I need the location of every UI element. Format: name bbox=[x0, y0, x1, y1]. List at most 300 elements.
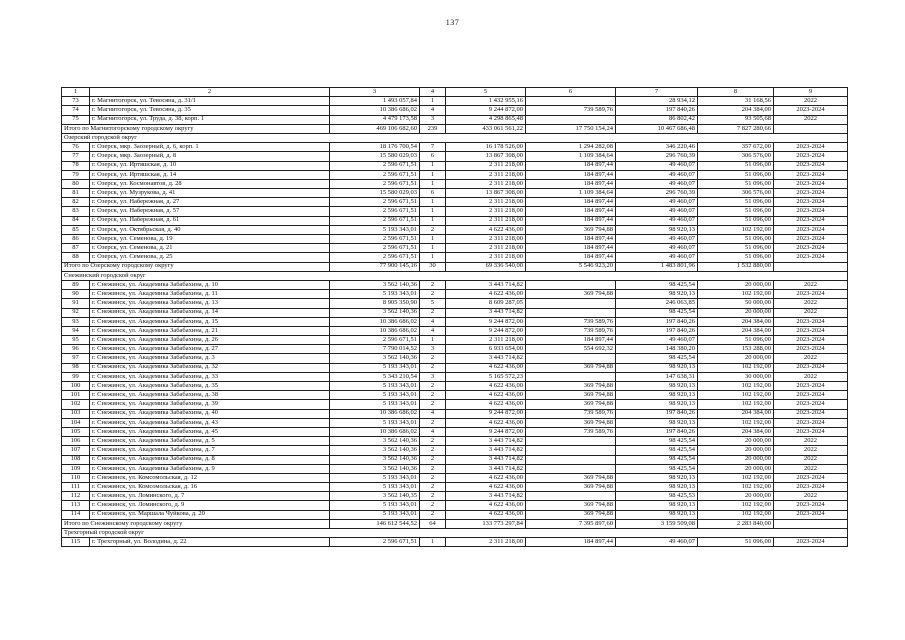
table-cell: 2 596 671,51 bbox=[330, 244, 420, 253]
table-cell: 369 794,88 bbox=[526, 225, 616, 234]
district-total-row bbox=[62, 262, 848, 271]
table-row bbox=[62, 308, 848, 317]
table-cell: 306 576,00 bbox=[698, 152, 774, 161]
table-cell: 5 193 343,01 bbox=[330, 418, 420, 427]
table-cell: 2023-2024 bbox=[774, 345, 848, 354]
table-cell: 2023-2024 bbox=[774, 400, 848, 409]
table-cell: 6 933 654,00 bbox=[446, 345, 526, 354]
table-cell: 49 460,07 bbox=[616, 179, 698, 188]
table-cell: 2 596 671,51 bbox=[330, 161, 420, 170]
table-cell: 2 bbox=[420, 510, 446, 519]
table-cell: 2 bbox=[420, 473, 446, 482]
table-cell: 469 106 682,60 bbox=[330, 124, 420, 133]
table-cell: 2 596 671,51 bbox=[330, 170, 420, 179]
table-cell: 2 311 218,00 bbox=[446, 244, 526, 253]
table-cell: 102 192,00 bbox=[698, 382, 774, 391]
table-cell: 10 386 686,02 bbox=[330, 427, 420, 436]
table-cell: 102 192,00 bbox=[698, 225, 774, 234]
table-cell: 184 897,44 bbox=[526, 179, 616, 188]
table-row bbox=[62, 198, 848, 207]
table-cell: 296 760,39 bbox=[616, 189, 698, 198]
table-cell: г. Трехгорный, ул. Володина, д. 22 bbox=[90, 538, 330, 547]
table-cell: 1 532 880,00 bbox=[698, 262, 774, 271]
table-cell: 2 311 218,00 bbox=[446, 336, 526, 345]
table-cell: 2022 bbox=[774, 446, 848, 455]
table-cell: 93 505,68 bbox=[698, 115, 774, 124]
table-cell: 98 425,53 bbox=[616, 492, 698, 501]
table-cell: 2023-2024 bbox=[774, 170, 848, 179]
table-cell: 75 bbox=[62, 115, 90, 124]
table-cell: 369 794,88 bbox=[526, 400, 616, 409]
column-number-cell: 2 bbox=[90, 88, 330, 97]
table-cell: 10 386 686,02 bbox=[330, 409, 420, 418]
table-cell: 51 096,00 bbox=[698, 207, 774, 216]
table-cell: 110 bbox=[62, 473, 90, 482]
table-cell: 2 596 671,51 bbox=[330, 198, 420, 207]
table-cell: 369 794,88 bbox=[526, 363, 616, 372]
table-cell: 3 159 509,08 bbox=[616, 519, 698, 528]
table-cell: 184 897,44 bbox=[526, 207, 616, 216]
district-title-row bbox=[62, 133, 848, 142]
table-row bbox=[62, 336, 848, 345]
table-cell: 1 493 057,84 bbox=[330, 97, 420, 106]
table-cell: 9 244 872,00 bbox=[446, 409, 526, 418]
table-cell: 114 bbox=[62, 510, 90, 519]
table-cell: 69 336 540,00 bbox=[446, 262, 526, 271]
table-cell: 51 096,00 bbox=[698, 179, 774, 188]
table-cell: 2023-2024 bbox=[774, 409, 848, 418]
table-cell: 1 bbox=[420, 207, 446, 216]
table-cell: 100 bbox=[62, 382, 90, 391]
table-cell: 3 443 714,82 bbox=[446, 308, 526, 317]
column-number-cell: 4 bbox=[420, 88, 446, 97]
table-cell: 2022 bbox=[774, 464, 848, 473]
table-cell: 184 897,44 bbox=[526, 161, 616, 170]
table-cell bbox=[526, 115, 616, 124]
table-cell: г. Снежинск, ул. Академика Забабахина, д. 10 bbox=[90, 280, 330, 289]
table-cell: 2022 bbox=[774, 280, 848, 289]
table-cell: 2023-2024 bbox=[774, 143, 848, 152]
table-cell: г. Снежинск, ул. Академика Забабахина, д. 45 bbox=[90, 427, 330, 436]
table-cell: 2 bbox=[420, 418, 446, 427]
table-cell: 4 622 436,00 bbox=[446, 363, 526, 372]
table-cell: 2022 bbox=[774, 372, 848, 381]
table-cell: 102 192,00 bbox=[698, 418, 774, 427]
table-cell: 2 596 671,51 bbox=[330, 235, 420, 244]
table-row bbox=[62, 483, 848, 492]
table-cell: 346 220,46 bbox=[616, 143, 698, 152]
table-cell: г. Озерск, ул. Музрукова, д. 41 bbox=[90, 189, 330, 198]
table-cell: 49 460,07 bbox=[616, 538, 698, 547]
table-cell: 2022 bbox=[774, 299, 848, 308]
table-cell bbox=[526, 308, 616, 317]
table-cell: 3 562 140,36 bbox=[330, 464, 420, 473]
table-cell: 4 622 436,00 bbox=[446, 510, 526, 519]
table-cell: 3 562 140,36 bbox=[330, 280, 420, 289]
table-cell: 5 193 343,01 bbox=[330, 501, 420, 510]
table-cell: 98 920,13 bbox=[616, 501, 698, 510]
table-row bbox=[62, 317, 848, 326]
table-cell: 4 bbox=[420, 106, 446, 115]
table-row bbox=[62, 253, 848, 262]
table-cell: 1 bbox=[420, 97, 446, 106]
table-cell: 17 750 154,24 bbox=[526, 124, 616, 133]
table-cell bbox=[774, 519, 848, 528]
table-cell: 4 622 436,00 bbox=[446, 400, 526, 409]
table-cell: 3 443 714,82 bbox=[446, 280, 526, 289]
table-cell: 3 443 714,82 bbox=[446, 455, 526, 464]
table-cell: г. Снежинск, ул. Академика Забабахина, д. 32 bbox=[90, 363, 330, 372]
table-cell: 133 773 297,84 bbox=[446, 519, 526, 528]
table-cell: 2023-2024 bbox=[774, 427, 848, 436]
table-cell: 1 bbox=[420, 179, 446, 188]
table-cell: 4 622 436,00 bbox=[446, 391, 526, 400]
table-cell: г. Снежинск, ул. Академика Забабахина, д. 5 bbox=[90, 437, 330, 446]
table-cell: 98 920,13 bbox=[616, 225, 698, 234]
table-cell: 3 562 140,36 bbox=[330, 437, 420, 446]
table-cell: 10 467 686,48 bbox=[616, 124, 698, 133]
table-cell: 3 bbox=[420, 115, 446, 124]
table-cell: 1 bbox=[420, 336, 446, 345]
table-cell: 5 193 343,01 bbox=[330, 473, 420, 482]
table-row bbox=[62, 207, 848, 216]
table-cell: 102 192,00 bbox=[698, 483, 774, 492]
table-cell: 51 096,00 bbox=[698, 170, 774, 179]
table-cell: 30 000,00 bbox=[698, 372, 774, 381]
table-cell: 49 460,07 bbox=[616, 170, 698, 179]
table-cell: 5 193 343,01 bbox=[330, 225, 420, 234]
table-cell: 49 460,07 bbox=[616, 198, 698, 207]
table-cell: г. Снежинск, ул. Академика Забабахина, д. 26 bbox=[90, 336, 330, 345]
table-cell: 13 867 308,00 bbox=[446, 189, 526, 198]
table-cell: 1 bbox=[420, 170, 446, 179]
table-cell: г. Озерск, ул. Семенова, д. 19 bbox=[90, 235, 330, 244]
table-cell: 2 bbox=[420, 464, 446, 473]
table-cell: 4 298 865,48 bbox=[446, 115, 526, 124]
table-cell: 184 897,44 bbox=[526, 216, 616, 225]
table-cell: г. Озерск, ул. Набережная, д. 27 bbox=[90, 198, 330, 207]
table-cell: 197 840,26 bbox=[616, 106, 698, 115]
table-cell: 91 bbox=[62, 299, 90, 308]
table-cell: 98 920,13 bbox=[616, 391, 698, 400]
table-cell: 98 920,13 bbox=[616, 290, 698, 299]
table-cell: 51 096,00 bbox=[698, 336, 774, 345]
table-cell: 20 000,00 bbox=[698, 492, 774, 501]
table-cell: г. Снежинск, ул. Академика Забабахина, д. 40 bbox=[90, 409, 330, 418]
table-cell: 3 bbox=[420, 372, 446, 381]
table-cell: 3 443 714,82 bbox=[446, 446, 526, 455]
table-cell: 184 897,44 bbox=[526, 170, 616, 179]
table-cell: 102 bbox=[62, 400, 90, 409]
table-cell: 2022 bbox=[774, 308, 848, 317]
table-cell: 2023-2024 bbox=[774, 198, 848, 207]
table-cell: 2 311 218,00 bbox=[446, 253, 526, 262]
table-cell: 15 580 029,03 bbox=[330, 152, 420, 161]
table-cell: 1 bbox=[420, 235, 446, 244]
table-cell: г. Озерск, ул. Октябрьская, д. 40 bbox=[90, 225, 330, 234]
table-cell: 1 294 282,08 bbox=[526, 143, 616, 152]
table-cell: 81 bbox=[62, 189, 90, 198]
table-cell: 2 bbox=[420, 363, 446, 372]
table-cell: г. Снежинск, ул. Академика Забабахина, д. 21 bbox=[90, 326, 330, 335]
table-cell: 4 622 436,00 bbox=[446, 225, 526, 234]
table-cell: 2023-2024 bbox=[774, 244, 848, 253]
table-cell: 88 bbox=[62, 253, 90, 262]
table-cell: 102 192,00 bbox=[698, 363, 774, 372]
table-cell: 102 192,00 bbox=[698, 400, 774, 409]
table-cell: 296 760,39 bbox=[616, 152, 698, 161]
table-cell: 204 384,00 bbox=[698, 409, 774, 418]
table-cell: 7 827 280,66 bbox=[698, 124, 774, 133]
table-cell: г. Снежинск, ул. Академика Забабахина, д. 43 bbox=[90, 418, 330, 427]
table-cell: 20 000,00 bbox=[698, 354, 774, 363]
table-cell: 97 bbox=[62, 354, 90, 363]
table-cell: 2023-2024 bbox=[774, 326, 848, 335]
table-cell: 98 920,13 bbox=[616, 382, 698, 391]
table-cell: 49 460,07 bbox=[616, 253, 698, 262]
table-cell: 102 192,00 bbox=[698, 501, 774, 510]
table-cell: г. Снежинск, ул. Академика Забабахина, д. 7 bbox=[90, 446, 330, 455]
table-cell: 64 bbox=[420, 519, 446, 528]
table-row bbox=[62, 446, 848, 455]
table-cell: 2022 bbox=[774, 455, 848, 464]
table-cell: 2023-2024 bbox=[774, 216, 848, 225]
table-cell: 2 bbox=[420, 308, 446, 317]
table-row bbox=[62, 106, 848, 115]
table-cell: 2023-2024 bbox=[774, 336, 848, 345]
page-number: 137 bbox=[445, 18, 460, 27]
table-cell: 98 425,54 bbox=[616, 446, 698, 455]
table-cell: 1 bbox=[420, 216, 446, 225]
table-cell: 4 622 436,00 bbox=[446, 473, 526, 482]
table-cell: г. Снежинск, ул. Академика Забабахина, д. 33 bbox=[90, 372, 330, 381]
table-cell: г. Снежинск, ул. Академика Забабахина, д. 13 bbox=[90, 299, 330, 308]
table-cell: 204 384,00 bbox=[698, 427, 774, 436]
table-cell: 2023-2024 bbox=[774, 418, 848, 427]
table-cell: 96 bbox=[62, 345, 90, 354]
table-cell: 51 096,00 bbox=[698, 161, 774, 170]
table-cell: 108 bbox=[62, 455, 90, 464]
table-cell: 77 900 145,16 bbox=[330, 262, 420, 271]
table-cell: 2 311 218,00 bbox=[446, 207, 526, 216]
district-total-label: Итого по Озерскому городскому округу bbox=[62, 262, 330, 271]
table-cell: г. Снежинск, ул. Академика Забабахина, д. 11 bbox=[90, 290, 330, 299]
table-cell: 98 920,13 bbox=[616, 483, 698, 492]
table-cell: 246 063,85 bbox=[616, 299, 698, 308]
table-cell: 5 193 343,01 bbox=[330, 391, 420, 400]
table-cell: 98 425,54 bbox=[616, 464, 698, 473]
table-cell bbox=[526, 299, 616, 308]
table-cell: 554 692,32 bbox=[526, 345, 616, 354]
table-cell: 739 589,76 bbox=[526, 326, 616, 335]
table-cell: г. Снежинск, ул. Маршала Чуйкова, д. 20 bbox=[90, 510, 330, 519]
table-cell: 49 460,07 bbox=[616, 336, 698, 345]
table-cell: 98 425,54 bbox=[616, 280, 698, 289]
table-cell: 2 bbox=[420, 391, 446, 400]
table-cell: 51 096,00 bbox=[698, 538, 774, 547]
table-cell: 86 bbox=[62, 235, 90, 244]
table-cell: 2 311 218,00 bbox=[446, 538, 526, 547]
table-row bbox=[62, 115, 848, 124]
table-cell: г. Магнитогорск, ул. Труда, д. 38, корп. 1 bbox=[90, 115, 330, 124]
table-cell: 113 bbox=[62, 501, 90, 510]
table-cell: 51 096,00 bbox=[698, 216, 774, 225]
table-cell: 30 bbox=[420, 262, 446, 271]
table-cell: г. Снежинск, ул. Ломинского, д. 7 bbox=[90, 492, 330, 501]
table-row bbox=[62, 326, 848, 335]
column-number-cell: 3 bbox=[330, 88, 420, 97]
table-cell: 3 562 140,35 bbox=[330, 492, 420, 501]
table-cell: 5 546 923,20 bbox=[526, 262, 616, 271]
table-cell: 184 897,44 bbox=[526, 235, 616, 244]
table-cell: 98 920,13 bbox=[616, 473, 698, 482]
table-cell: 5 343 210,54 bbox=[330, 372, 420, 381]
table-cell: 2023-2024 bbox=[774, 207, 848, 216]
table-cell: 9 244 872,00 bbox=[446, 106, 526, 115]
table-cell: 357 672,00 bbox=[698, 143, 774, 152]
table-cell: 153 288,00 bbox=[698, 345, 774, 354]
table-row bbox=[62, 363, 848, 372]
table-cell: 2023-2024 bbox=[774, 161, 848, 170]
table-row bbox=[62, 170, 848, 179]
table-cell: 87 bbox=[62, 244, 90, 253]
table-cell: 7 790 014,52 bbox=[330, 345, 420, 354]
column-number-cell: 7 bbox=[616, 88, 698, 97]
table-cell: г. Озерск, ул. Космонавтов, д. 28 bbox=[90, 179, 330, 188]
table-cell: 2023-2024 bbox=[774, 501, 848, 510]
table-cell: г. Снежинск, ул. Академика Забабахина, д. 9 bbox=[90, 464, 330, 473]
table-row bbox=[62, 235, 848, 244]
table-cell: 5 193 343,01 bbox=[330, 363, 420, 372]
table-cell: 102 192,00 bbox=[698, 290, 774, 299]
table-cell: 197 840,26 bbox=[616, 409, 698, 418]
table-cell: 2023-2024 bbox=[774, 317, 848, 326]
table-cell: г. Снежинск, ул. Академика Забабахина, д. 15 bbox=[90, 317, 330, 326]
table-cell: 85 bbox=[62, 225, 90, 234]
table-row bbox=[62, 437, 848, 446]
table-row bbox=[62, 345, 848, 354]
table-row bbox=[62, 97, 848, 106]
table-cell: 28 934,12 bbox=[616, 97, 698, 106]
table-cell: 101 bbox=[62, 391, 90, 400]
table-cell bbox=[526, 446, 616, 455]
table-cell: 1 109 384,64 bbox=[526, 189, 616, 198]
table-cell: г. Озерск, ул. Иртяшская, д. 14 bbox=[90, 170, 330, 179]
table-cell: 2 311 218,00 bbox=[446, 170, 526, 179]
table-cell: 2023-2024 bbox=[774, 189, 848, 198]
table-cell: 102 192,00 bbox=[698, 391, 774, 400]
table-cell: 3 562 140,36 bbox=[330, 354, 420, 363]
table-cell: г. Озерск, ул. Семенова, д. 21 bbox=[90, 244, 330, 253]
table-cell: 102 192,00 bbox=[698, 473, 774, 482]
district-total-row bbox=[62, 124, 848, 133]
table-cell: 369 794,88 bbox=[526, 290, 616, 299]
table-cell: 5 193 343,01 bbox=[330, 483, 420, 492]
table-cell: 369 794,88 bbox=[526, 501, 616, 510]
table-cell: 204 384,00 bbox=[698, 326, 774, 335]
table-cell: 2 596 671,51 bbox=[330, 336, 420, 345]
table-cell: 2023-2024 bbox=[774, 253, 848, 262]
column-number-cell: 8 bbox=[698, 88, 774, 97]
table-cell: 74 bbox=[62, 106, 90, 115]
table-cell: 5 193 343,01 bbox=[330, 382, 420, 391]
table-cell: 9 244 872,00 bbox=[446, 427, 526, 436]
table-cell: 3 562 140,36 bbox=[330, 446, 420, 455]
table-cell: 51 096,00 bbox=[698, 244, 774, 253]
table-cell: 3 443 714,82 bbox=[446, 437, 526, 446]
table-row bbox=[62, 299, 848, 308]
table-cell: 3 443 714,82 bbox=[446, 464, 526, 473]
table-cell: 2 bbox=[420, 382, 446, 391]
table-cell: 184 897,44 bbox=[526, 198, 616, 207]
table-cell: 4 bbox=[420, 409, 446, 418]
table-cell: 92 bbox=[62, 308, 90, 317]
table-cell: 7 395 897,60 bbox=[526, 519, 616, 528]
table-cell: 2022 bbox=[774, 115, 848, 124]
table-cell: 111 bbox=[62, 483, 90, 492]
table-cell: 2023-2024 bbox=[774, 510, 848, 519]
table-cell: 2023-2024 bbox=[774, 483, 848, 492]
table-cell: 49 460,07 bbox=[616, 216, 698, 225]
table-cell: 2 bbox=[420, 483, 446, 492]
table-cell: г. Озерск, ул. Набережная, д. 61 bbox=[90, 216, 330, 225]
table-row bbox=[62, 290, 848, 299]
table-cell: 5 bbox=[420, 299, 446, 308]
table-cell: 184 897,44 bbox=[526, 244, 616, 253]
table-row bbox=[62, 427, 848, 436]
table-cell: 84 bbox=[62, 216, 90, 225]
table-cell: 79 bbox=[62, 170, 90, 179]
table-cell: 2 bbox=[420, 437, 446, 446]
table-cell: г. Снежинск, ул. Академика Забабахина, д. 3 bbox=[90, 354, 330, 363]
table-cell: 98 425,54 bbox=[616, 354, 698, 363]
district-title-row bbox=[62, 271, 848, 280]
table-cell: 2023-2024 bbox=[774, 473, 848, 482]
table-row bbox=[62, 538, 848, 547]
table-cell: 148 380,20 bbox=[616, 345, 698, 354]
table-row bbox=[62, 510, 848, 519]
table-cell: 6 bbox=[420, 189, 446, 198]
table-cell: 2 596 671,51 bbox=[330, 253, 420, 262]
district-title: Снежинский городской округ bbox=[62, 271, 848, 280]
table-cell: 239 bbox=[420, 124, 446, 133]
table-row bbox=[62, 179, 848, 188]
table-cell: 98 920,13 bbox=[616, 400, 698, 409]
table-row bbox=[62, 382, 848, 391]
table-cell: 98 920,13 bbox=[616, 418, 698, 427]
column-number-cell: 9 bbox=[774, 88, 848, 97]
table-cell: 739 589,76 bbox=[526, 317, 616, 326]
table-cell: 1 bbox=[420, 198, 446, 207]
table-cell: 369 794,88 bbox=[526, 382, 616, 391]
table-cell: 50 000,00 bbox=[698, 299, 774, 308]
table-cell: 369 794,88 bbox=[526, 418, 616, 427]
table-cell: 1 bbox=[420, 538, 446, 547]
table-cell: 4 bbox=[420, 326, 446, 335]
column-number-cell: 6 bbox=[526, 88, 616, 97]
table-cell: 99 bbox=[62, 372, 90, 381]
table-cell: 2 bbox=[420, 225, 446, 234]
table-cell: 112 bbox=[62, 492, 90, 501]
table-cell: 1 bbox=[420, 244, 446, 253]
table-cell: 107 bbox=[62, 446, 90, 455]
table-cell: 98 425,54 bbox=[616, 308, 698, 317]
table-cell: 80 bbox=[62, 179, 90, 188]
table-cell: 49 460,07 bbox=[616, 207, 698, 216]
table-cell: 5 193 343,01 bbox=[330, 290, 420, 299]
table-cell: 1 432 955,16 bbox=[446, 97, 526, 106]
table-cell: 2 311 218,00 bbox=[446, 235, 526, 244]
